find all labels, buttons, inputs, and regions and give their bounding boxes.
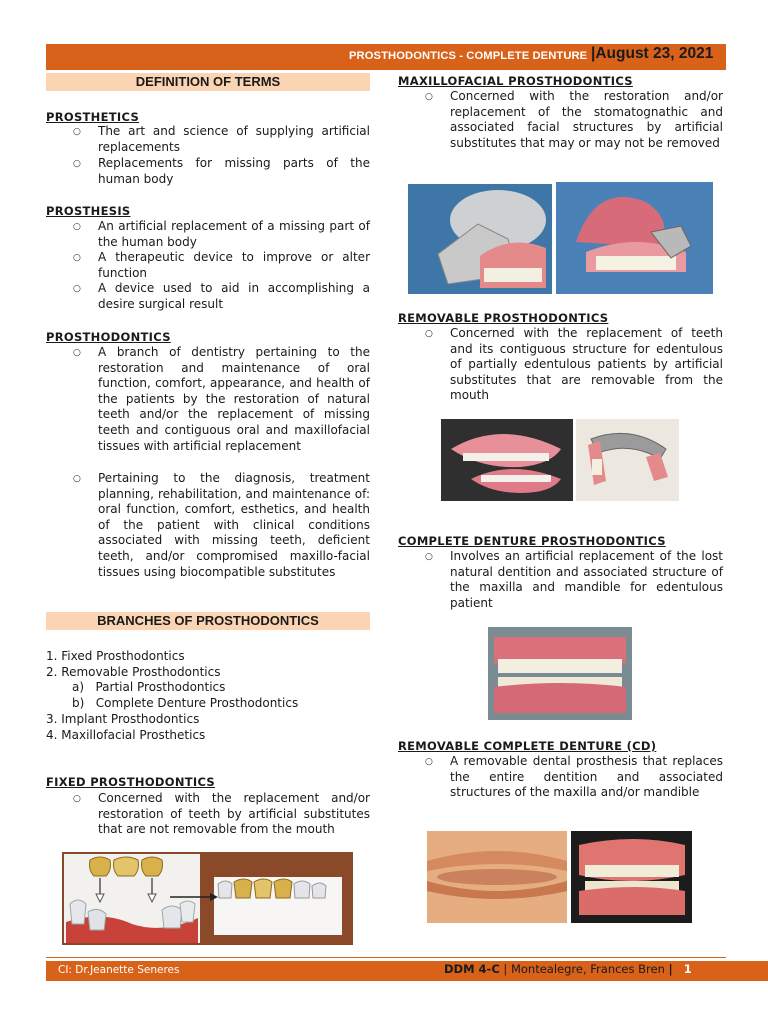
heading-removable-complete-denture: REMOVABLE COMPLETE DENTURE (CD) (398, 739, 657, 753)
branch-item: b) Complete Denture Prosthodontics (72, 696, 299, 710)
heading-fixed: FIXED PROSTHODONTICS (46, 775, 215, 789)
removable-denture-photo (441, 419, 573, 501)
branch-item: a) Partial Prosthodontics (72, 680, 226, 694)
maxillofacial-prosthesis-photo-2 (556, 182, 713, 294)
maxillofacial-prosthesis-photo-1 (408, 184, 552, 294)
complete-denture-set-photo (571, 831, 692, 923)
branch-item: 3. Implant Prosthodontics (46, 712, 200, 726)
edentulous-mouth-photo (427, 831, 567, 923)
branch-item: 4. Maxillofacial Prosthetics (46, 728, 206, 742)
footer-author: DDM 4-C | Montealegre, Frances Bren | 1 (444, 962, 692, 976)
complete-denture-photo (488, 627, 632, 720)
footer-line (46, 957, 726, 958)
partial-denture-photo (576, 419, 679, 501)
heading-prosthetics: PROSTHETICS (46, 110, 140, 124)
bridge-illustration (62, 852, 353, 945)
header-date: |August 23, 2021 (591, 45, 714, 62)
header-title: PROSTHODONTICS - COMPLETE DENTURE (349, 50, 588, 62)
heading-removable: REMOVABLE PROSTHODONTICS (398, 311, 609, 325)
branch-item: 1. Fixed Prosthodontics (46, 649, 185, 663)
footer-ci: CI: Dr.Jeanette Seneres (58, 964, 180, 976)
branch-item: 2. Removable Prosthodontics (46, 665, 221, 679)
branches-band: BRANCHES OF PROSTHODONTICS (46, 612, 370, 630)
heading-complete-denture: COMPLETE DENTURE PROSTHODONTICS (398, 534, 666, 548)
definition-band: DEFINITION OF TERMS (46, 73, 370, 91)
heading-prosthodontics: PROSTHODONTICS (46, 330, 171, 344)
heading-maxillofacial: MAXILLOFACIAL PROSTHODONTICS (398, 74, 633, 88)
heading-prosthesis: PROSTHESIS (46, 204, 131, 218)
